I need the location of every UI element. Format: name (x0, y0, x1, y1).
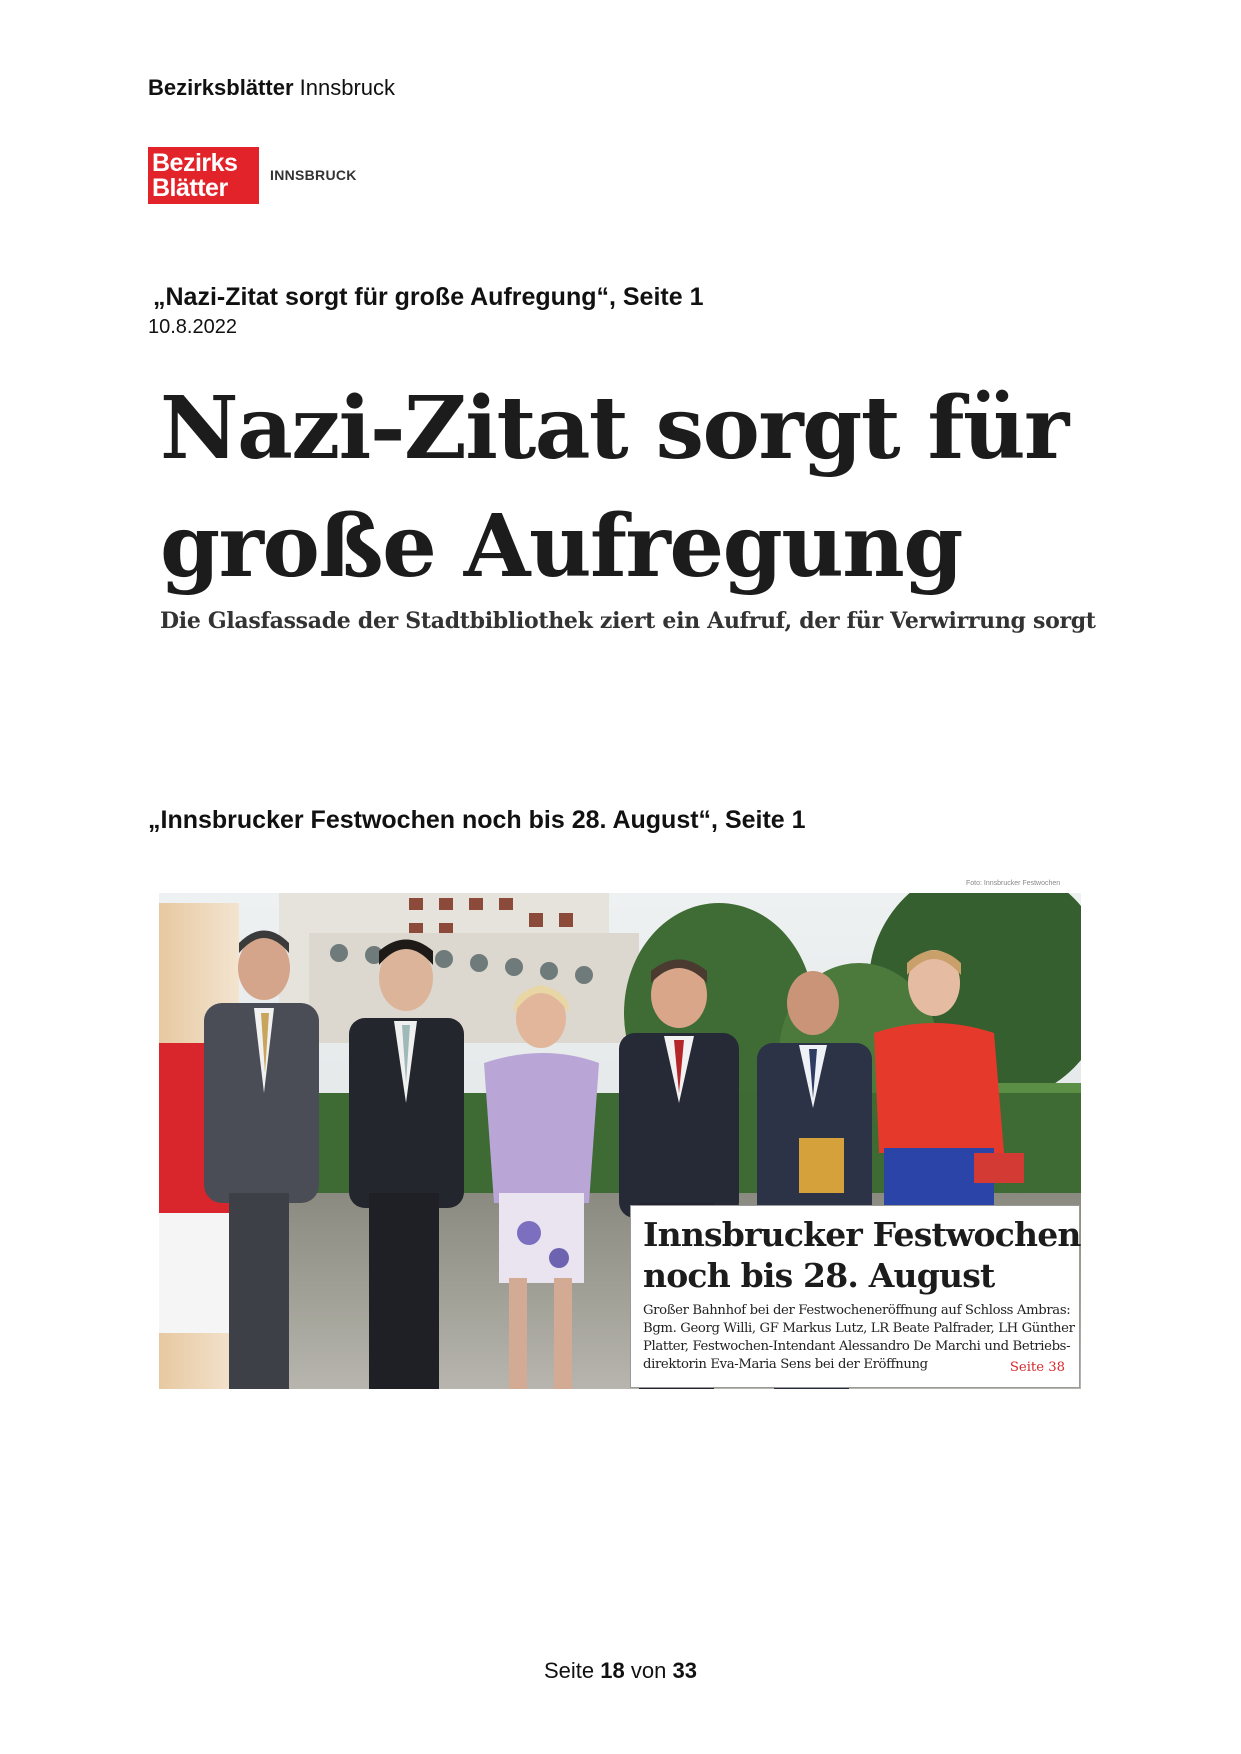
logo-line2: Blätter (152, 174, 228, 202)
caption-title-line2: noch bis 28. August (643, 1256, 995, 1295)
footer-sep: von (630, 1658, 667, 1683)
document-header (148, 74, 395, 102)
caption-text-line: Bgm. Georg Willi, GF Markus Lutz, LR Beate Palfrader, LH Günther (643, 1321, 1075, 1336)
logo-city: INNSBRUCK (270, 167, 357, 183)
publication-region: Innsbruck (299, 75, 396, 100)
article1-headline-line2: große Aufregung (160, 496, 962, 597)
caption-page-ref: Seite 38 (1009, 1360, 1065, 1375)
footer-prefix: Seite (544, 1658, 595, 1683)
photo-credit: Foto: Innsbrucker Festwochen (966, 880, 1061, 887)
article1-headline-line1: Nazi-Zitat sorgt für (160, 378, 1068, 479)
bezirksblaetter-logo (148, 147, 368, 207)
footer-total-pages: 33 (672, 1658, 697, 1683)
article2-caption: „Innsbrucker Festwochen noch bis 28. August“, Seite 1 (148, 806, 806, 834)
caption-text (643, 1302, 1075, 1374)
logo-mark (148, 147, 259, 204)
article1-caption: „Nazi-Zitat sorgt für große Aufregung“, Seite 1 (153, 283, 704, 311)
publication-name: Bezirksblätter (148, 75, 294, 100)
logo-line1: Bezirks (152, 149, 238, 177)
caption-text-line: Großer Bahnhof bei der Festwocheneröffnung auf Schloss Ambras: (643, 1303, 1071, 1318)
caption-text-line: direktorin Eva-Maria Sens bei der Eröffnung (643, 1357, 928, 1372)
caption-text-line: Platter, Festwochen-Intendant Alessandro De Marchi und Betriebs- (643, 1339, 1071, 1354)
footer-current-page: 18 (600, 1658, 625, 1683)
photo-caption-box (630, 1205, 1080, 1388)
page-footer (0, 1658, 1241, 1684)
caption-title-line1: Innsbrucker Festwochen (643, 1215, 1081, 1254)
article1-clipping (160, 370, 1096, 640)
article1-subheadline: Die Glasfassade der Stadtbibliothek ziert ein Aufruf, der für Verwirrung sorgt (160, 608, 1096, 634)
article1-date: 10.8.2022 (148, 316, 237, 338)
